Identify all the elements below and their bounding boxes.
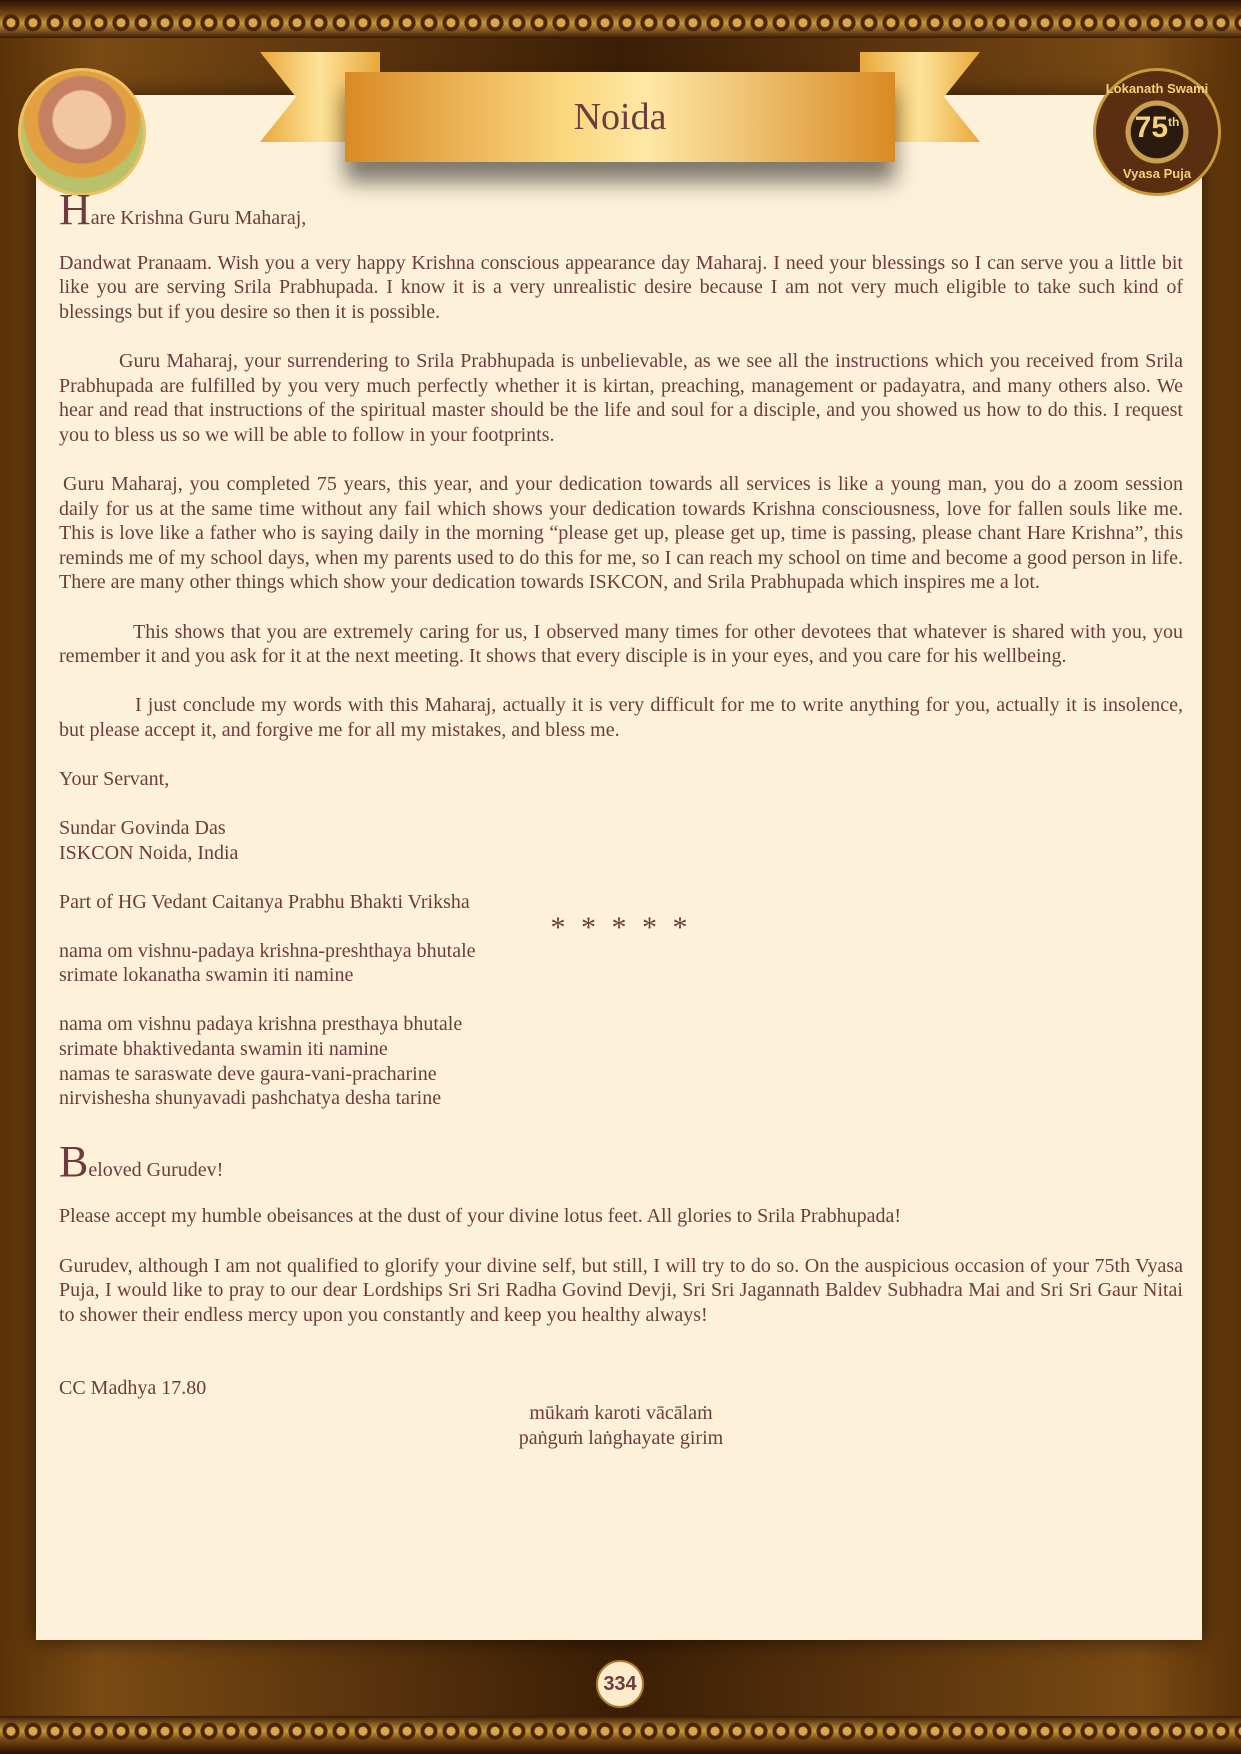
mantra-line: nama om vishnu-padaya krishna-preshthaya bhutale [59,939,476,962]
closing: Your Servant, [59,768,170,791]
page-title: Noida [345,72,895,162]
mantra-line: srimate bhaktivedanta swamin iti namine [59,1038,388,1060]
page-number: 334 [596,1660,644,1708]
paragraph: Dandwat Pranaam. Wish you a very happy Krishna conscious appearance day Maharaj. I need your blessings so I can serve you a little bit like you are serving Srila Prabhupada. I know it is a very unrealistic desire because I am not very much eligible to take such kind of blessings but if you desire so then it is possible. [59,251,1183,323]
verse-line: mūkaṁ karoti vācālaṁ [529,1401,713,1424]
signature-place: ISKCON Noida, India [59,841,239,864]
mantra-line: namas te saraswate deve gaura-vani-pracharine [59,1062,437,1085]
paragraph: This shows that you are extremely caring for us, I observed many times for other devotees that whatever is shared with you, you remember it and you ask for it at the next meeting. It shows that every disciple is in your eyes, and you care for his wellbeing. [59,620,1183,668]
verse-reference: CC Madhya 17.80 [59,1377,207,1400]
title-ribbon [260,52,980,162]
paragraph: Guru Maharaj, your surrendering to Srila Prabhupada is unbelievable, as we see all the instructions which you received from Srila Prabhupada are fulfilled by you very much perfectly whether it is kirtan, preaching, management or padayatra, and many others also. We hear and read that instructions of the spiritual master should be the life and soul for a disciple, and you showed us how to do this. I request you to bless us so we will be able to follow in your footprints. [59,349,1183,446]
signature-group: Part of HG Vedant Caitanya Prabhu Bhakti Vriksha [59,891,470,914]
seal-top-text: Lokanath Swami [1105,81,1209,96]
verse-line: paṅguṁ laṅghayate girim [518,1426,724,1449]
separator: * * * * * [550,910,692,944]
paragraph: Guru Maharaj, you completed 75 years, this year, and your dedication towards all services is like a young man, you do a zoom session daily for us at the same time without any fail which shows your dedication towards Krishna consciousness, love for fallen souls like me. This is love like a father who is saying daily in the morning “please get up, please get up, time is passing, please chant Hare Krishna”, this reminds me of my school days, when my parents used to do this for me, so I can reach my school on time and become a good person in life. There are many other things which show your dedication towards ISKCON, and Srila Prabhupada which inspires me a lot. [59,472,1183,594]
guru-portrait [18,68,146,196]
paragraph: Please accept my humble obeisances at the dust of your divine lotus feet. All glories to Srila Prabhupada! [59,1205,902,1228]
seal-number: 75th [1134,111,1180,144]
paragraph: I just conclude my words with this Maharaj, actually it is very difficult for me to write anything for you, actually it is insolence, but please accept it, and forgive me for all my mistakes, and bless me. [59,694,1183,741]
mantra-line: nama om vishnu padaya krishna presthaya bhutale [59,1013,463,1036]
greeting: Beloved Gurudev! [59,1136,224,1186]
seal-bottom-text: Vyasa Puja [1122,166,1192,181]
greeting: Hare Krishna Guru Maharaj, [59,185,307,234]
letter-content [59,185,1183,1450]
paragraph: Gurudev, although I am not qualified to glorify your divine self, but still, I will try to do so. On the auspicious occasion of your 75th Vyasa Puja, I would like to pray to our dear Lordships Sri Sri Radha Govind Devji, Sri Sri Jagannath Baldev Subhadra Mai and Sri Sri Gaur Nitai to shower their endless mercy upon you constantly and keep you healthy always! [59,1254,1183,1326]
decorative-border-top [0,0,1241,38]
vyasa-puja-seal-logo [1093,68,1221,196]
signature-name: Sundar Govinda Das [59,817,226,840]
mantra-line: srimate lokanatha swamin iti namine [59,964,354,987]
decorative-border-bottom [0,1716,1241,1754]
mantra-line: nirvishesha shunyavadi pashchatya desha tarine [59,1087,442,1110]
